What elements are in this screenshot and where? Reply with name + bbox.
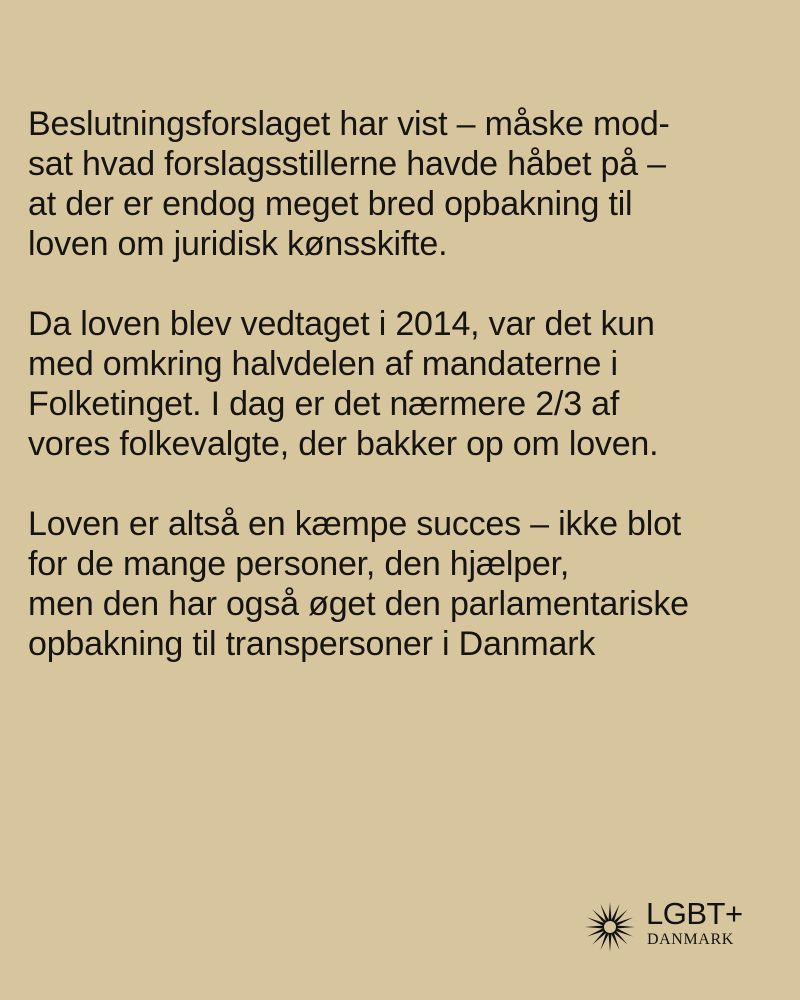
text-line: Folketinget. I dag er det nærmere 2/3 af xyxy=(28,385,620,423)
text-line: Loven er altså en kæmpe succes – ikke blot xyxy=(28,505,682,543)
body-text xyxy=(28,104,788,704)
text-line: vores folkevalgte, der bakker op om loven. xyxy=(28,425,659,463)
logo-title: LGBT+ xyxy=(646,896,743,931)
text-line: Da loven blev vedtaget i 2014, var det kun xyxy=(28,305,655,343)
paragraph-3 xyxy=(28,504,788,664)
lgbt-danmark-logo xyxy=(584,898,764,954)
text-line: Beslutningsforslaget har vist – måske mod- xyxy=(28,105,670,143)
text-line: sat hvad forslagsstillerne havde håbet på – xyxy=(28,145,666,183)
paragraph-2 xyxy=(28,304,788,464)
text-line: loven om juridisk kønsskifte. xyxy=(28,225,448,263)
paragraph-1 xyxy=(28,104,788,264)
text-line: men den har også øget den parlamentariske xyxy=(28,585,689,623)
logo-subtitle: DANMARK xyxy=(647,931,734,948)
text-line: at der er endog meget bred opbakning til xyxy=(28,185,633,223)
text-line: opbakning til transpersoner i Danmark xyxy=(28,625,596,663)
starburst-icon xyxy=(584,901,636,953)
text-line: med omkring halvdelen af mandaterne i xyxy=(28,345,618,383)
text-line: for de mange personer, den hjælper, xyxy=(28,545,570,583)
